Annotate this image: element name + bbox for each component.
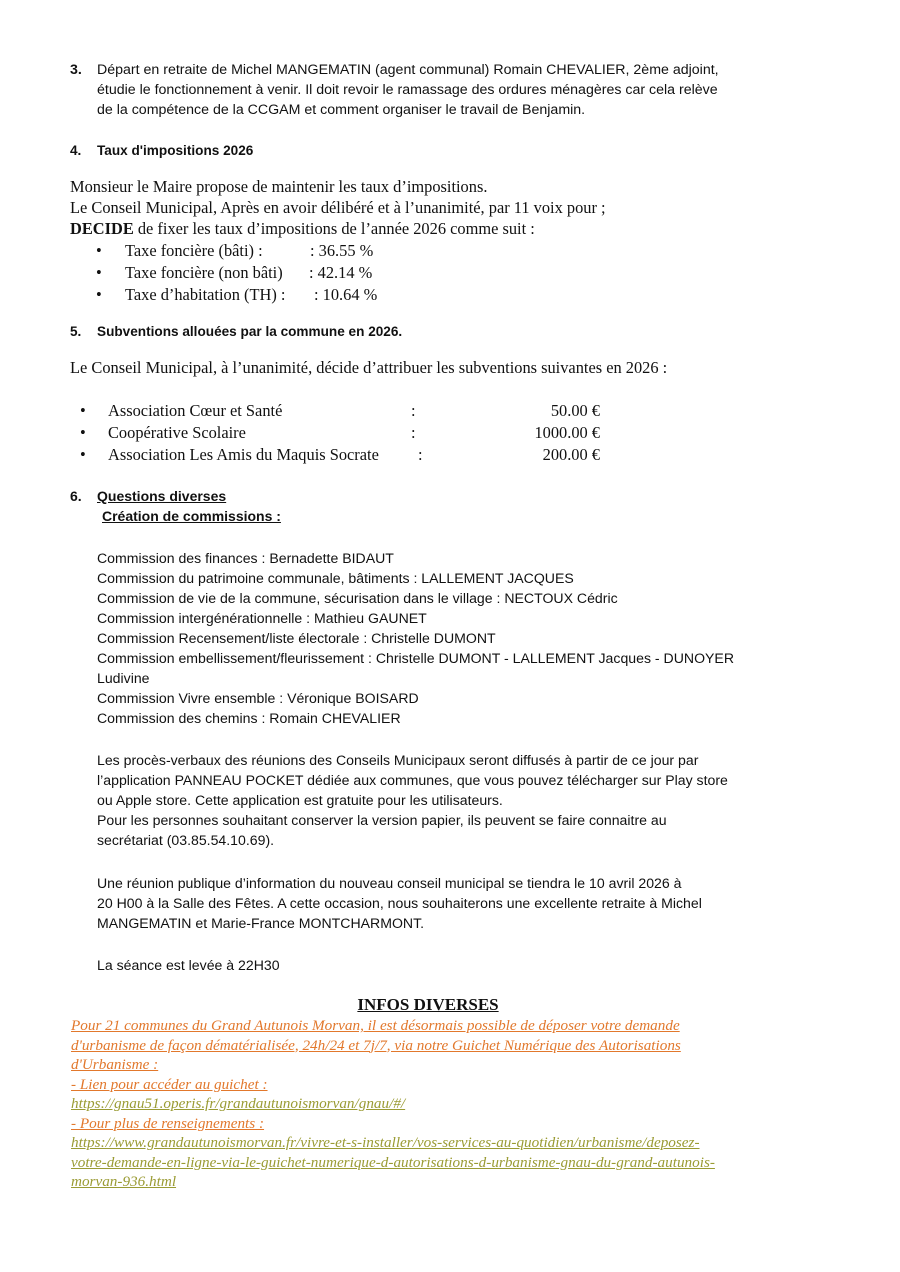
commission-line: Commission Vivre ensemble : Véronique BOISARD (97, 690, 419, 706)
section-5-heading (70, 324, 402, 339)
tax-value: : 36.55 % (310, 241, 374, 260)
commission-line: Commission embellissement/fleurissement : Christelle DUMONT - LALLEMENT Jacques - DUNOYER (97, 650, 735, 666)
tax-decision-line (70, 218, 830, 239)
commission-line: Commission de vie de la commune, sécurisation dans le village : NECTOUX Cédric (97, 590, 618, 606)
list-item (80, 422, 600, 444)
list-item (80, 400, 600, 422)
commission-line: Commission des finances : Bernadette BIDAUT (97, 550, 394, 566)
subsidy-label: Association Cœur et Santé (108, 401, 283, 420)
bullet-icon: • (96, 263, 102, 282)
subsidy-amount: 200.00 € (542, 445, 600, 464)
paragraph-line: secrétariat (03.85.54.10.69). (97, 832, 275, 848)
section-3-number: 3. (70, 62, 82, 78)
infos-text-line: d'urbanisme de façon dématérialisée, 24h/24 et 7j/7, via notre Guichet Numérique des Autorisations (71, 1036, 681, 1054)
section-4-heading (70, 143, 253, 158)
section-6-heading (70, 488, 226, 504)
commission-line: Commission des chemins : Romain CHEVALIER (97, 710, 401, 726)
tax-label: Taxe foncière (non bâti) (125, 263, 283, 282)
minutes-paragraph (97, 750, 787, 850)
list-item (96, 284, 436, 306)
tax-deliberation-line: Le Conseil Municipal, Après en avoir délibéré et à l’unanimité, par 11 voix pour ; (70, 198, 606, 217)
subsidy-colon: : (411, 423, 416, 442)
bullet-icon: • (80, 445, 86, 464)
section-6-title: Questions diverses (97, 488, 227, 504)
subsidy-label: Association Les Amis du Maquis Socrate (108, 445, 379, 464)
section-5-number: 5. (70, 324, 82, 339)
section-3 (70, 60, 790, 120)
infos-text-line: - Lien pour accéder au guichet : (71, 1075, 268, 1093)
subsidy-intro: Le Conseil Municipal, à l’unanimité, décide d’attribuer les subventions suivantes en 2026 : (70, 358, 668, 377)
infos-block (71, 1016, 791, 1192)
section-3-line: Départ en retraite de Michel MANGEMATIN (agent communal) Romain CHEVALIER, 2ème adjoint, (97, 62, 719, 78)
decide-rest: de fixer les taux d’impositions de l’année 2026 comme suit : (133, 219, 535, 238)
paragraph-line: l’application PANNEAU POCKET dédiée aux communes, que vous pouvez télécharger sur Play store (97, 772, 728, 788)
section-6-number: 6. (70, 488, 82, 504)
commission-line: Ludivine (97, 670, 150, 686)
subsidy-label: Coopérative Scolaire (108, 423, 246, 442)
infos-title: INFOS DIVERSES (357, 995, 499, 1014)
bullet-icon: • (80, 423, 86, 442)
commissions-subtitle: Création de commissions : (102, 508, 281, 524)
paragraph-line: Une réunion publique d’information du nouveau conseil municipal se tiendra le 10 avril 2026 à (97, 875, 682, 891)
paragraph-line: 20 H00 à la Salle des Fêtes. A cette occasion, nous souhaiterons une excellente retraite à Michel (97, 895, 702, 911)
tax-value: : 10.64 % (314, 285, 378, 304)
list-item (96, 262, 436, 284)
infos-text-line: d'Urbanisme : (71, 1056, 159, 1073)
commission-line: Commission Recensement/liste électorale : Christelle DUMONT (97, 630, 496, 646)
section-3-body (97, 60, 790, 120)
paragraph-line: ou Apple store. Cette application est gratuite pour les utilisateurs. (97, 792, 503, 808)
subsidy-list (80, 400, 600, 466)
section-4-number: 4. (70, 143, 82, 158)
list-item (80, 444, 600, 466)
closing-line: La séance est levée à 22H30 (97, 957, 280, 973)
subsidy-amount: 50.00 € (550, 401, 600, 420)
decide-word: DECIDE (70, 219, 134, 238)
commission-line: Commission du patrimoine communale, bâtiments : LALLEMENT JACQUES (97, 570, 574, 586)
infos-text-line: Pour 21 communes du Grand Autunois Morvan, il est désormais possible de déposer votre demande (71, 1017, 680, 1034)
tax-value: : 42.14 % (309, 263, 373, 282)
bullet-icon: • (80, 401, 86, 420)
subsidy-amount: 1000.00 € (534, 423, 600, 442)
subsidy-colon: : (418, 445, 423, 464)
subsidy-colon: : (411, 401, 416, 420)
tax-intro-line: Monsieur le Maire propose de maintenir les taux d’impositions. (70, 177, 488, 196)
info-link-line[interactable]: votre-demande-en-ligne-via-le-guichet-numerique-d-autorisations-d-urbanisme-gnau-du-grand-autunois- (71, 1153, 715, 1171)
commissions-list (97, 548, 787, 728)
bullet-icon: • (96, 241, 102, 260)
commission-line: Commission intergénérationnelle : Mathieu GAUNET (97, 610, 427, 626)
meeting-paragraph (97, 873, 787, 933)
more-info-label: - Pour plus de renseignements : (71, 1114, 265, 1132)
info-link-line[interactable]: https://www.grandautunoismorvan.fr/vivre-et-s-installer/vos-services-au-quotidien/urbanisme/deposez- (71, 1134, 700, 1151)
info-link-line[interactable]: morvan-936.html (71, 1173, 177, 1190)
tax-list (96, 240, 436, 306)
section-3-line: de la compétence de la CCGAM et comment organiser le travail de Benjamin. (97, 102, 586, 118)
tax-label: Taxe foncière (bâti) : (125, 241, 263, 260)
section-3-line: étudie le fonctionnement à venir. Il doit revoir le ramassage des ordures ménagères car cela relève (97, 82, 718, 98)
section-4-text (70, 176, 830, 239)
section-4-title: Taux d'impositions 2026 (97, 143, 254, 158)
paragraph-line: Les procès-verbaux des réunions des Conseils Municipaux seront diffusés à partir de ce jour par (97, 752, 699, 768)
paragraph-line: Pour les personnes souhaitant conserver la version papier, ils peuvent se faire connaitre au (97, 812, 667, 828)
guichet-link[interactable]: https://gnau51.operis.fr/grandautunoismorvan/gnau/#/ (71, 1095, 406, 1112)
tax-label: Taxe d’habitation (TH) : (125, 285, 286, 304)
paragraph-line: MANGEMATIN et Marie-France MONTCHARMONT. (97, 915, 425, 931)
section-5-title: Subventions allouées par la commune en 2026. (97, 324, 403, 339)
bullet-icon: • (96, 285, 102, 304)
list-item (96, 240, 436, 262)
